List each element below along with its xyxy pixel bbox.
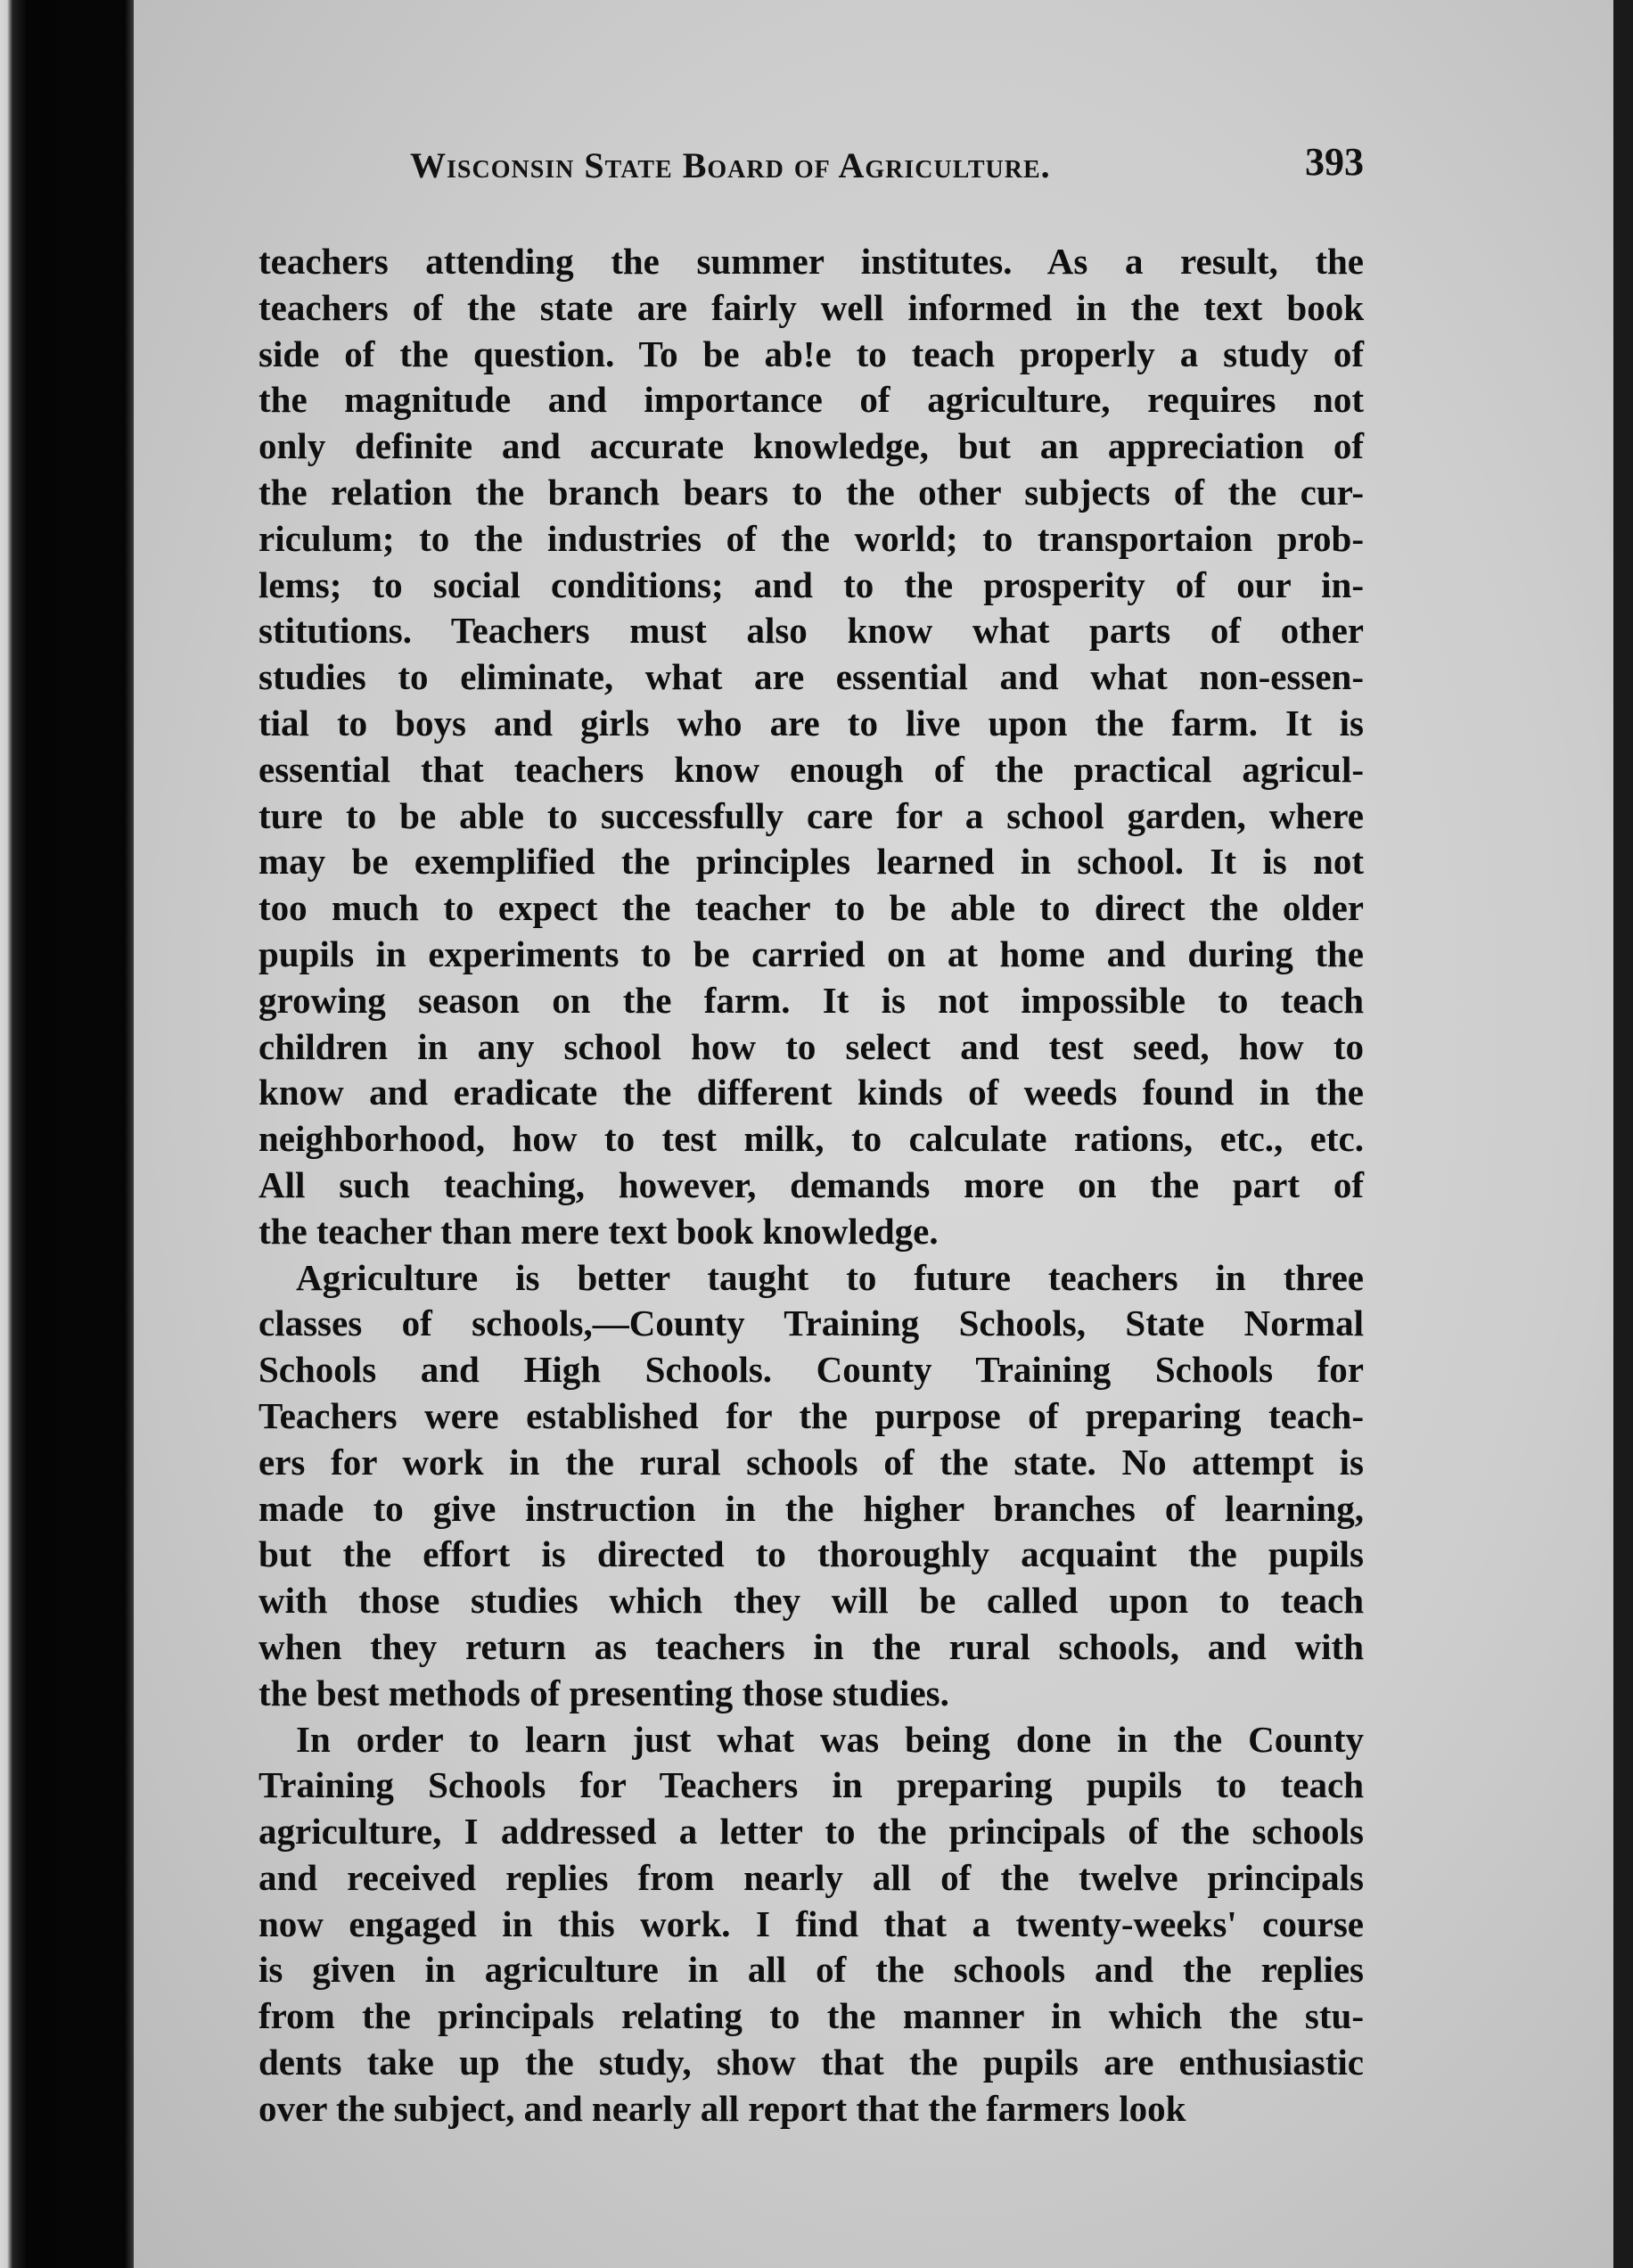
text-line: teachers of the state are fairly well informed in the text book [258, 286, 1364, 328]
text-line: know and eradicate the different kinds of weeds found in the [258, 1072, 1364, 1113]
body-text [258, 239, 1364, 2132]
text-line: growing season on the farm. It is not impossible to teach [258, 979, 1364, 1021]
text-line: made to give instruction in the higher branches of learning, [258, 1487, 1364, 1529]
text-line: All such teaching, however, demands more on the part of [258, 1163, 1364, 1205]
text-line: neighborhood, how to test milk, to calculate rations, etc., etc. [258, 1118, 1364, 1160]
text-line: teachers attending the summer institutes. As a result, the [258, 241, 1364, 282]
text-line: but the effort is directed to thoroughly acquaint the pupils [258, 1533, 1364, 1575]
text-line: ture to be able to successfully care for a school garden, where [258, 794, 1364, 836]
page-number: 393 [1305, 140, 1364, 184]
text-line: the magnitude and importance of agriculture, requires not [258, 379, 1364, 421]
running-title: Wisconsin State Board of Agriculture. [410, 145, 1051, 185]
text-line: children in any school how to select and test seed, how to [258, 1025, 1364, 1067]
text-line: lems; to social conditions; and to the prosperity of our in- [258, 563, 1364, 605]
text-line: only definite and accurate knowledge, but an appreciation of [258, 425, 1364, 467]
text-line: the relation the branch bears to the other subjects of the cur- [258, 471, 1364, 513]
text-line: now engaged in this work. I find that a twenty-weeks' course [258, 1902, 1364, 1944]
text-line: too much to expect the teacher to be able to direct the older [258, 887, 1364, 929]
paragraph [258, 1717, 1364, 2132]
text-line: tial to boys and girls who are to live upon the farm. It is [258, 702, 1364, 744]
text-line: riculum; to the industries of the world; to transportaion prob- [258, 517, 1364, 559]
text-line: and received replies from nearly all of the twelve principals [258, 1856, 1364, 1898]
text-line: the teacher than mere text book knowledge. [258, 1210, 939, 1252]
text-line: may be exemplified the principles learned in school. It is not [258, 841, 1364, 883]
text-line: Schools and High Schools. County Training Schools for [258, 1349, 1364, 1391]
text-line: stitutions. Teachers must also know what parts of other [258, 610, 1364, 652]
text-line: ers for work in the rural schools of the state. No attempt is [258, 1441, 1364, 1483]
text-line: side of the question. To be ab!e to teach properly a study of [258, 333, 1364, 374]
text-line: essential that teachers know enough of the practical agricul- [258, 748, 1364, 790]
page-edge-shadow [1613, 0, 1633, 2268]
paragraph [258, 1255, 1364, 1717]
text-line: studies to eliminate, what are essential and what non-essen- [258, 656, 1364, 698]
text-line: is given in agriculture in all of the schools and the replies [258, 1949, 1364, 1991]
text-line: agriculture, I addressed a letter to the principals of the schools [258, 1811, 1364, 1853]
book-spine-shadow [0, 0, 134, 2268]
text-line: when they return as teachers in the rural schools, and with [258, 1625, 1364, 1667]
text-line: Training Schools for Teachers in preparing pupils to teach [258, 1764, 1364, 1806]
text-line: from the principals relating to the manner in which the stu- [258, 1995, 1364, 2037]
text-line: pupils in experiments to be carried on at home and during the [258, 933, 1364, 974]
paragraph [258, 239, 1364, 1255]
text-line: Teachers were established for the purpose of preparing teach- [258, 1394, 1364, 1436]
text-line: with those studies which they will be called upon to teach [258, 1580, 1364, 1622]
text-line: Agriculture is better taught to future teachers in three [296, 1256, 1364, 1298]
text-line: In order to learn just what was being done in the County [296, 1718, 1364, 1760]
running-header [410, 140, 1364, 198]
text-line: classes of schools,—County Training Schools, State Normal [258, 1302, 1364, 1344]
text-line: dents take up the study, show that the pupils are enthusiastic [258, 2042, 1364, 2083]
text-line: the best methods of presenting those studies. [258, 1672, 949, 1713]
text-line: over the subject, and nearly all report that the farmers look [258, 2087, 1186, 2129]
